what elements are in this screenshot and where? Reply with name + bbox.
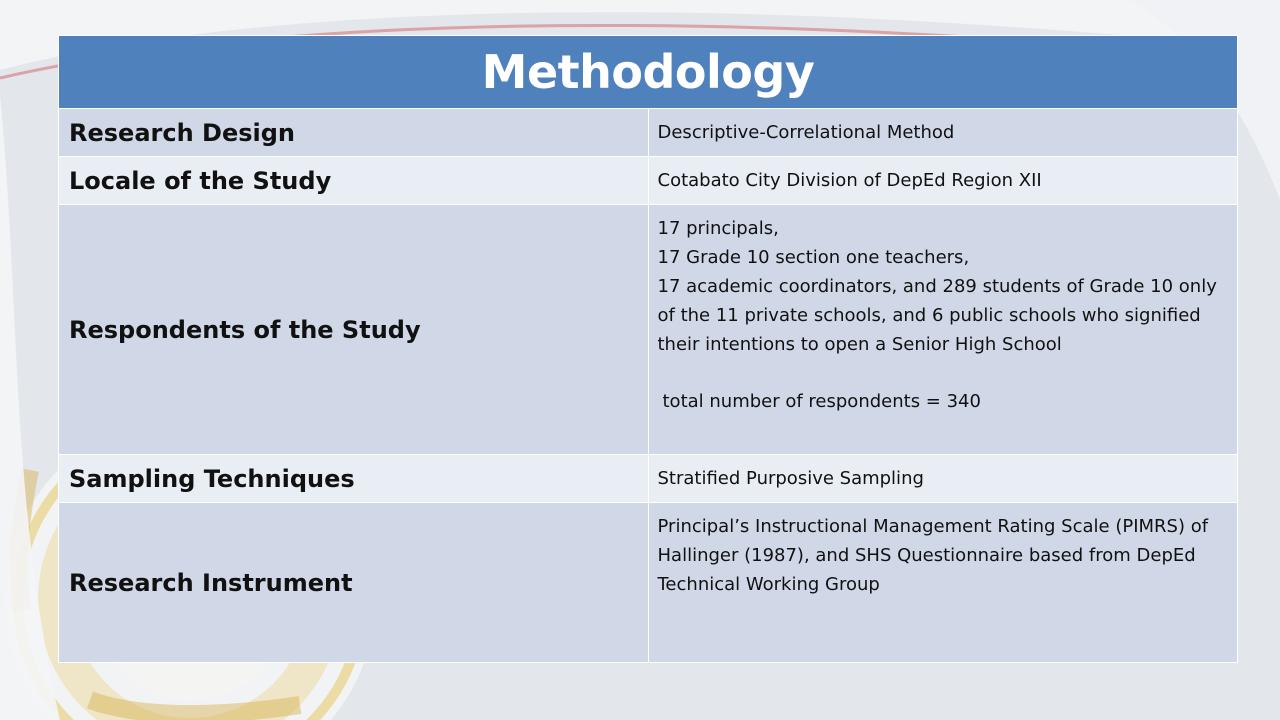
row-label: Respondents of the Study <box>59 205 649 455</box>
row-label: Research Design <box>59 109 649 157</box>
row-value: Principal’s Instructional Management Rating Scale (PIMRS) of Hallinger (1987), and SHS Questionnaire based from DepEd Technical Working Group <box>648 503 1238 663</box>
table-row-respondents <box>59 205 1238 455</box>
slide-title: Methodology <box>59 36 1238 109</box>
respondents-line-teachers: 17 Grade 10 section one teachers, <box>657 247 970 268</box>
table-row-instrument <box>59 503 1238 663</box>
row-value <box>648 205 1238 455</box>
row-value: Stratified Purposive Sampling <box>648 455 1238 503</box>
table-row-locale <box>59 157 1238 205</box>
row-value: Cotabato City Division of DepEd Region XII <box>648 157 1238 205</box>
respondents-line-coordinators: 17 academic coordinators, and 289 students of Grade 10 only of the 11 private schools, and 6 public schools who signified their intentions to open a Senior High School <box>657 276 1217 355</box>
table-row-sampling <box>59 455 1238 503</box>
respondents-line-principals: 17 principals, <box>657 218 779 239</box>
row-label: Sampling Techniques <box>59 455 649 503</box>
methodology-table <box>58 35 1238 663</box>
table-row-research-design <box>59 109 1238 157</box>
row-label: Research Instrument <box>59 503 649 663</box>
row-label: Locale of the Study <box>59 157 649 205</box>
row-value: Descriptive-Correlational Method <box>648 109 1238 157</box>
respondents-total: total number of respondents = 340 <box>662 391 981 412</box>
